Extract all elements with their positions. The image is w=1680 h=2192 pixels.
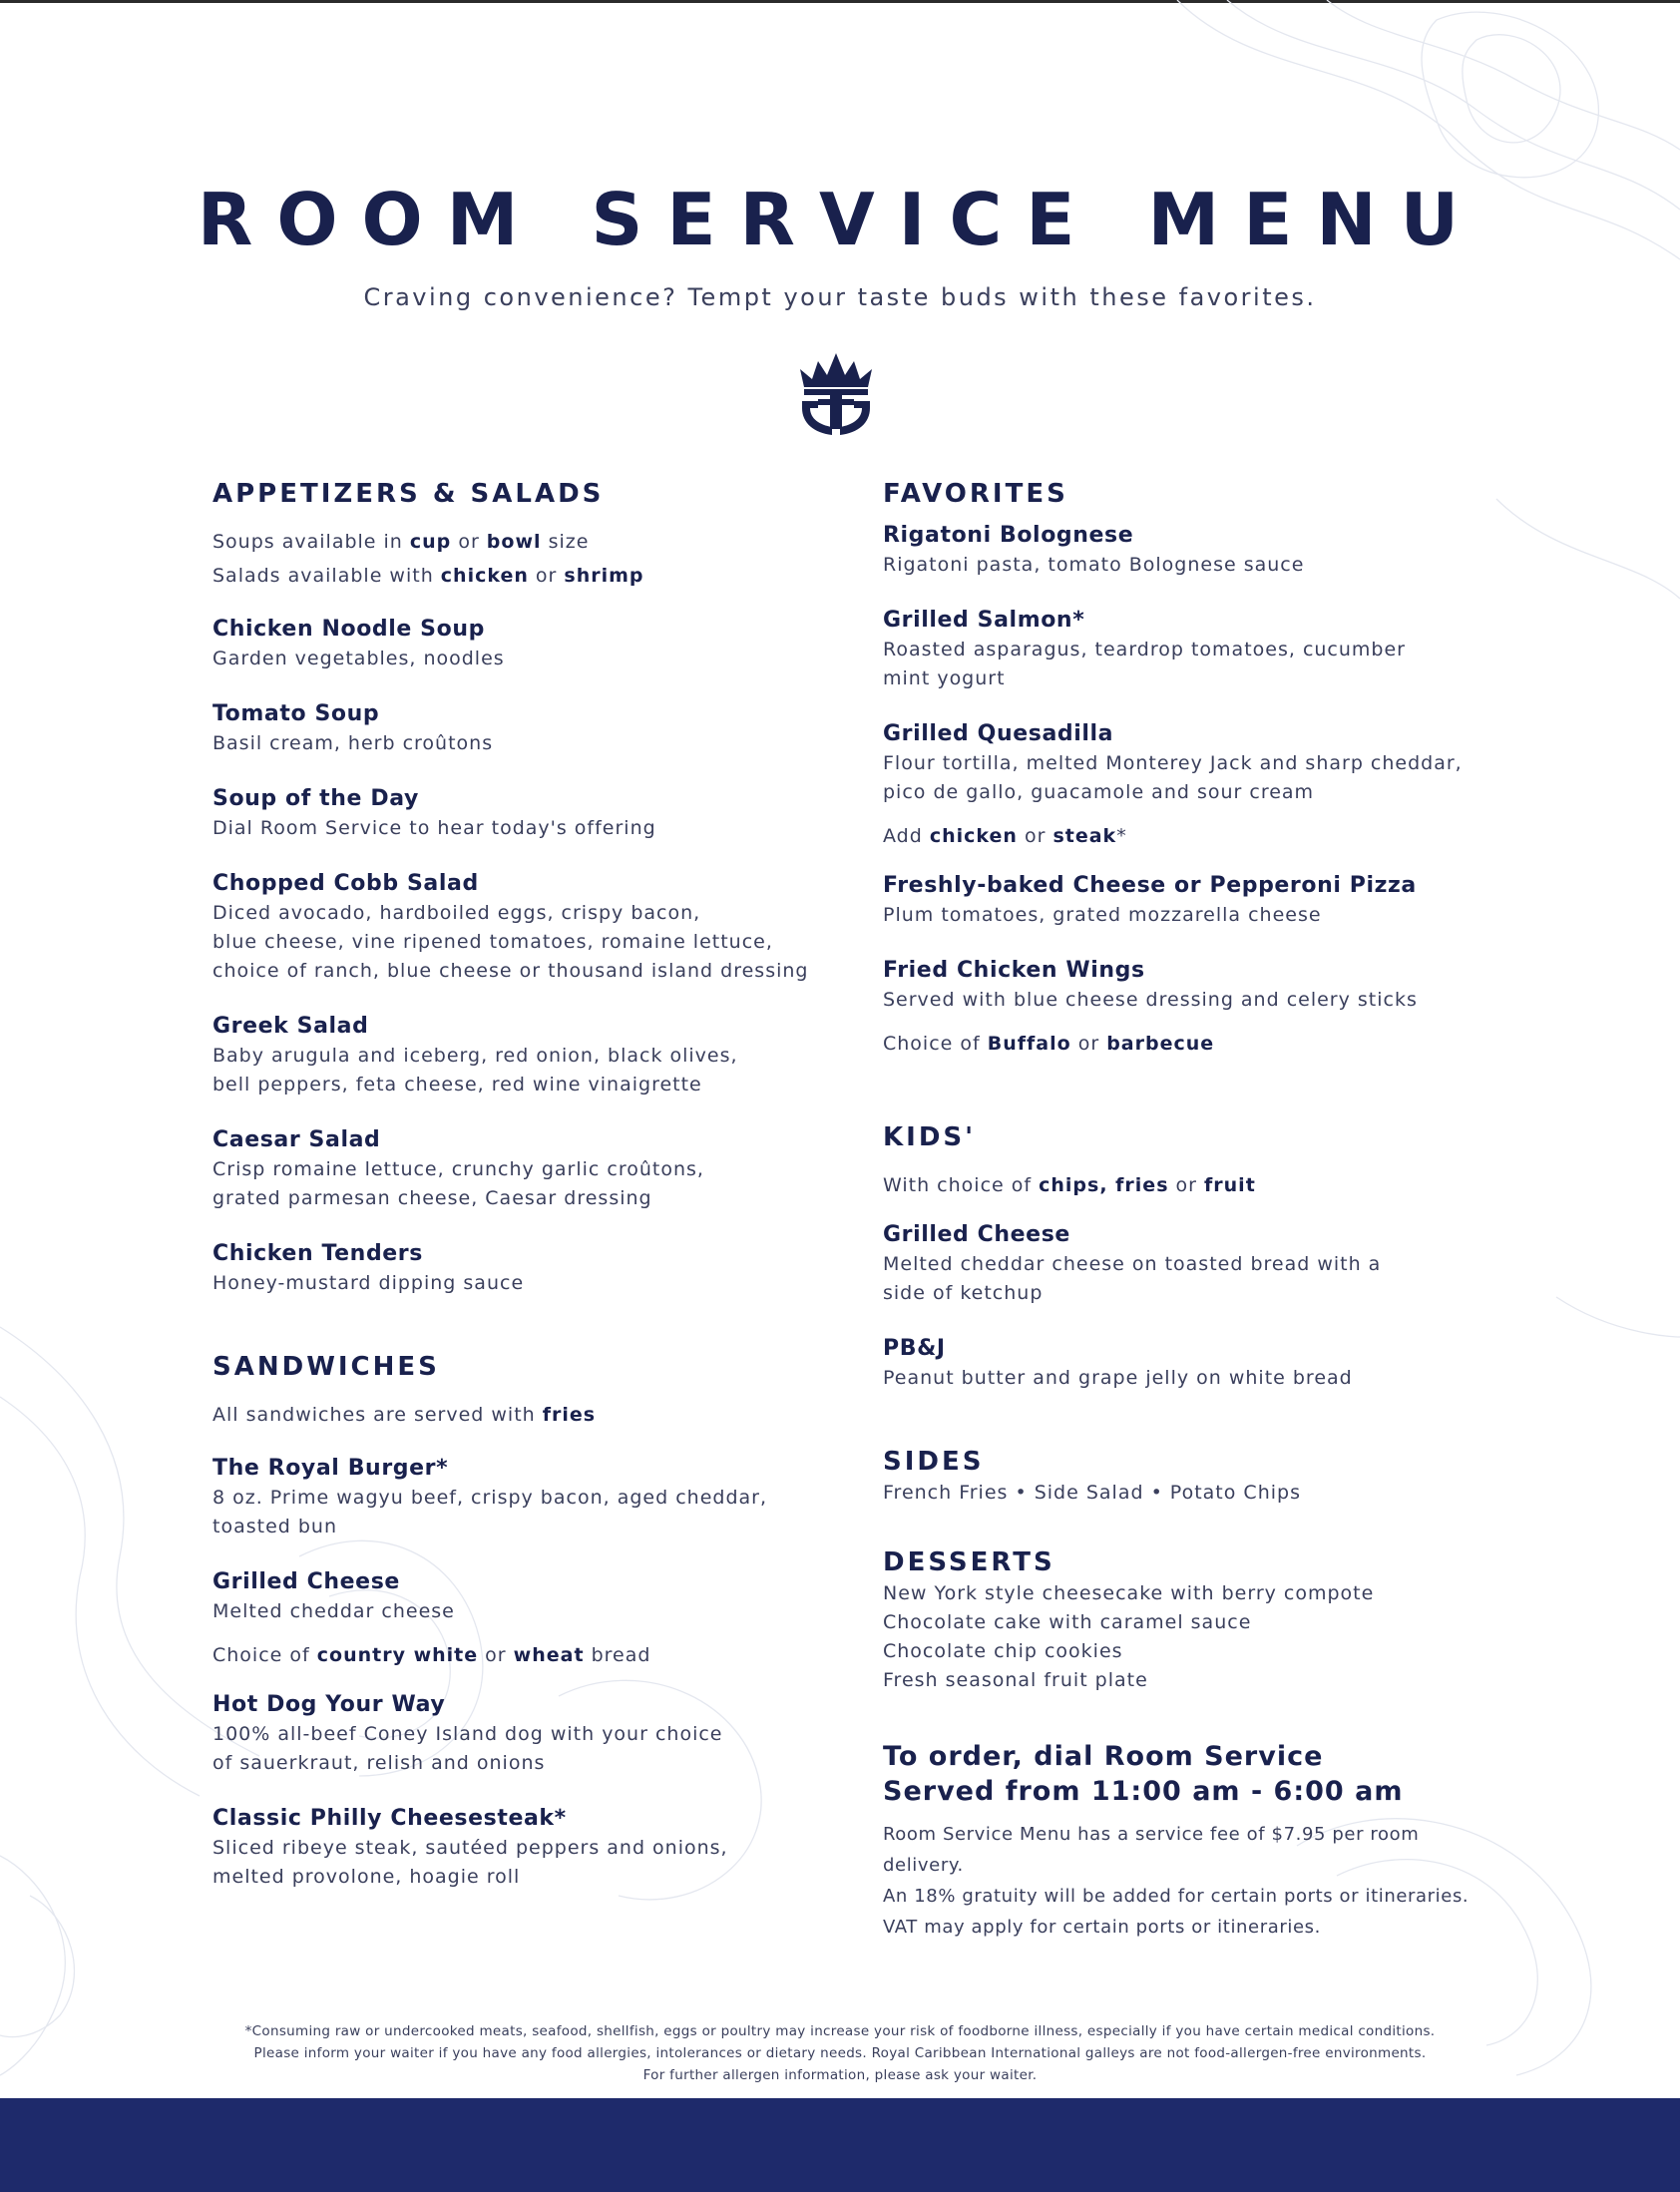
item-description: Roasted asparagus, teardrop tomatoes, cucumber mint yogurt	[883, 639, 1406, 689]
top-edge-line	[0, 0, 1680, 3]
menu-item	[883, 1334, 1501, 1393]
menu-item	[883, 956, 1501, 1059]
item-description: Served with blue cheese dressing and celery sticks	[883, 989, 1418, 1011]
item-description: Melted cheddar cheese on toasted bread with a side of ketchup	[883, 1253, 1382, 1304]
item-description: Plum tomatoes, grated mozzarella cheese	[883, 904, 1322, 926]
item-description: Melted cheddar cheese	[212, 1600, 455, 1622]
menu-item	[212, 615, 811, 673]
dessert-item: Fresh seasonal fruit plate	[883, 1669, 1148, 1691]
menu-item	[883, 871, 1501, 930]
item-description: 8 oz. Prime wagyu beef, crispy bacon, aged cheddar, toasted bun	[212, 1487, 767, 1537]
section-title-appetizers: APPETIZERS & SALADS	[212, 479, 605, 509]
item-description: Flour tortilla, melted Monterey Jack and sharp cheddar, pico de gallo, guacamole and sour cream	[883, 752, 1463, 803]
section-sandwiches	[212, 1350, 811, 1892]
item-name: Classic Philly Cheesesteak*	[212, 1806, 567, 1831]
item-description: Dial Room Service to hear today's offering	[212, 817, 656, 839]
section-title-desserts: DESSERTS	[883, 1547, 1055, 1577]
item-name: Fried Chicken Wings	[883, 958, 1145, 983]
sides-list: French Fries • Side Salad • Potato Chips	[883, 1482, 1301, 1504]
item-description: Crisp romaine lettuce, crunchy garlic croûtons, grated parmesan cheese, Caesar dressing	[212, 1158, 704, 1209]
ordering-info	[883, 1739, 1501, 1943]
item-description: Rigatoni pasta, tomato Bolognese sauce	[883, 554, 1305, 576]
item-description: Basil cream, herb croûtons	[212, 732, 494, 754]
right-column	[883, 477, 1501, 1943]
section-sides	[883, 1445, 1501, 1508]
menu-item	[883, 719, 1501, 851]
crown-anchor-icon	[796, 351, 876, 435]
section-favorites	[883, 477, 1501, 1059]
item-name: Chicken Noodle Soup	[212, 617, 485, 642]
menu-item	[212, 1454, 811, 1541]
item-description: Garden vegetables, noodles	[212, 648, 505, 669]
page-subtitle: Craving convenience? Tempt your taste buds with these favorites.	[363, 283, 1317, 311]
page-title: ROOM SERVICE MENU	[197, 178, 1483, 261]
menu-item	[212, 1804, 811, 1892]
menu-item	[212, 1012, 811, 1099]
kids-side-note: With choice of chips, fries or fruit	[883, 1174, 1256, 1196]
item-name: Soup of the Day	[212, 786, 419, 811]
item-name: Caesar Salad	[212, 1127, 381, 1152]
section-kids	[883, 1120, 1501, 1393]
menu-item	[212, 1239, 811, 1298]
item-description: 100% all-beef Coney Island dog with your choice of sauerkraut, relish and onions	[212, 1723, 723, 1774]
quesadilla-addon-note: Add chicken or steak*	[883, 825, 1127, 847]
item-description: Sliced ribeye steak, sautéed peppers and onions, melted provolone, hoagie roll	[212, 1837, 728, 1888]
item-description: Honey-mustard dipping sauce	[212, 1272, 525, 1294]
item-description: Baby arugula and iceberg, red onion, black olives, bell peppers, feta cheese, red wine vinaigrette	[212, 1045, 738, 1096]
menu-item	[883, 606, 1501, 693]
wings-sauce-note: Choice of Buffalo or barbecue	[883, 1033, 1215, 1055]
soup-size-note: Soups available in cup or bowl size	[212, 531, 590, 553]
sandwich-fries-note: All sandwiches are served with fries	[212, 1404, 597, 1426]
service-hours: Served from 11:00 am - 6:00 am	[883, 1776, 1404, 1807]
item-description: Peanut butter and grape jelly on white bread	[883, 1367, 1353, 1389]
item-name: Freshly-baked Cheese or Pepperoni Pizza	[883, 873, 1417, 898]
order-instruction: To order, dial Room Service	[883, 1741, 1324, 1772]
salad-protein-note: Salads available with chicken or shrimp	[212, 565, 644, 587]
desserts-list	[883, 1579, 1501, 1695]
footer-bar	[0, 2098, 1680, 2192]
dessert-item: Chocolate cake with caramel sauce	[883, 1611, 1252, 1633]
item-name: Grilled Cheese	[212, 1569, 400, 1594]
item-name: Chicken Tenders	[212, 1241, 423, 1266]
bread-choice-note: Choice of country white or wheat bread	[212, 1644, 651, 1666]
item-name: Greek Salad	[212, 1014, 369, 1039]
menu-item	[212, 1125, 811, 1213]
section-title-favorites: FAVORITES	[883, 479, 1068, 509]
section-title-kids: KIDS'	[883, 1122, 977, 1152]
item-name: Rigatoni Bolognese	[883, 523, 1134, 548]
item-name: PB&J	[883, 1336, 946, 1361]
menu-item	[212, 784, 811, 843]
menu-item	[883, 1220, 1501, 1308]
left-column	[212, 477, 811, 1892]
menu-item	[212, 1567, 811, 1670]
dessert-item: Chocolate chip cookies	[883, 1640, 1123, 1662]
section-desserts	[883, 1545, 1501, 1695]
item-name: The Royal Burger*	[212, 1456, 449, 1481]
item-name: Grilled Cheese	[883, 1222, 1070, 1247]
item-name: Grilled Quesadilla	[883, 721, 1114, 746]
section-title-sides: SIDES	[883, 1447, 985, 1477]
allergen-footnote: *Consuming raw or undercooked meats, seafood, shellfish, eggs or poultry may increase your risk of foodborne illness, especially if you have certain medical conditions. Please inform your waiter if you have any food allergies, intolerances or dietary needs. Royal Caribbean International galleys are not food-allergen-free environments. For further allergen information, please ask your waiter.	[244, 2023, 1436, 2083]
menu-item	[883, 521, 1501, 580]
item-description: Diced avocado, hardboiled eggs, crispy bacon, blue cheese, vine ripened tomatoes, romaine lettuce, choice of ranch, blue cheese or thousand island dressing	[212, 902, 809, 982]
item-name: Hot Dog Your Way	[212, 1692, 446, 1717]
menu-item	[212, 1690, 811, 1778]
dessert-item: New York style cheesecake with berry compote	[883, 1582, 1375, 1604]
menu-item	[212, 869, 811, 986]
item-name: Tomato Soup	[212, 701, 380, 726]
menu-item	[212, 699, 811, 758]
section-appetizers	[212, 477, 811, 1298]
item-name: Grilled Salmon*	[883, 608, 1085, 633]
item-name: Chopped Cobb Salad	[212, 871, 479, 896]
section-title-sandwiches: SANDWICHES	[212, 1352, 440, 1382]
fee-notes: Room Service Menu has a service fee of $7.95 per room delivery. An 18% gratuity will be added for certain ports or itineraries. VAT may apply for certain ports or itineraries.	[883, 1824, 1470, 1938]
